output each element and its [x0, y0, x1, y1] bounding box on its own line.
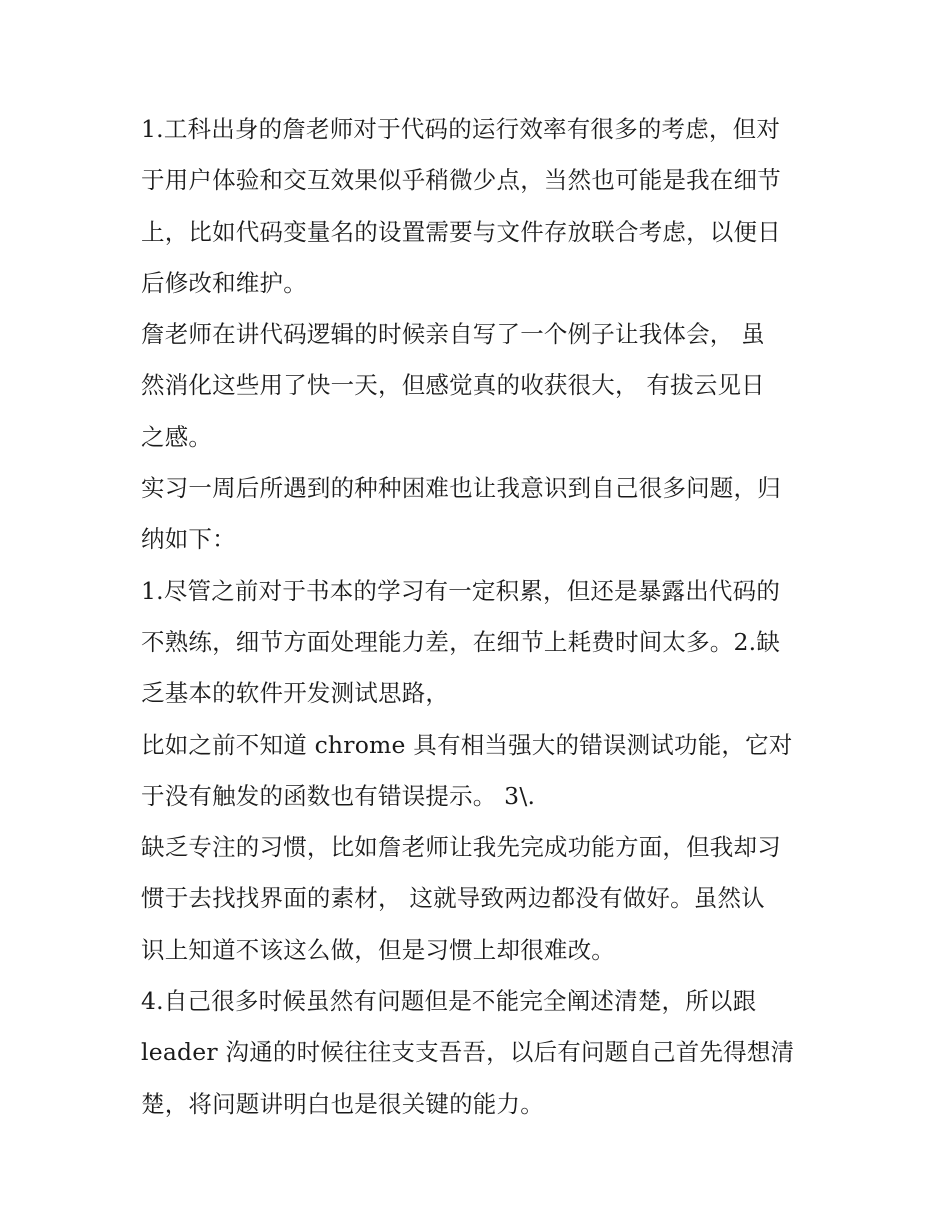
- text-line-18: 4.自己很多时候虽然有问题但是不能完全阐述清楚，所以跟: [141, 987, 757, 1016]
- text-line-1: 1.工科出身的詹老师对于代码的运行效率有很多的考虑，但对: [141, 115, 781, 143]
- text-line-16: 惯于去找找界面的素材， 这就导致两边都没有做好。虽然认: [141, 884, 765, 913]
- text-line-5: 詹老师在讲代码逻辑的时候亲自写了一个例子让我体会， 虽: [141, 320, 765, 349]
- text-line-11: 不熟练，细节方面处理能力差，在细节上耗费时间太多。2.缺: [141, 627, 781, 656]
- text-line-2: 于用户体验和交互效果似乎稍微少点，当然也可能是我在细节: [141, 166, 781, 195]
- text-line-4: 后修改和维护。: [141, 268, 307, 297]
- text-line-20: 楚，将问题讲明白也是很关键的能力。: [141, 1089, 544, 1118]
- text-line-3: 上，比如代码变量名的设置需要与文件存放联合考虑，以便日: [141, 217, 781, 246]
- text-line-12: 乏基本的软件开发测试思路，: [141, 679, 450, 708]
- text-line-9: 纳如下：: [141, 525, 236, 554]
- text-line-6: 然消化这些用了快一天，但感觉真的收获很大， 有拔云见日: [141, 371, 765, 400]
- text-line-13: 比如之前不知道 chrome 具有相当强大的错误测试功能，它对: [141, 730, 793, 759]
- text-line-10: 1.尽管之前对于书本的学习有一定积累，但还是暴露出代码的: [141, 576, 781, 605]
- text-line-15: 缺乏专注的习惯，比如詹老师让我先完成功能方面，但我却习: [141, 833, 781, 862]
- text-line-14: 于没有触发的函数也有错误提示。 3\.: [141, 781, 536, 810]
- text-line-8: 实习一周后所遇到的种种困难也让我意识到自己很多问题，归: [141, 474, 781, 503]
- text-line-17: 识上知道不该这么做，但是习惯上却很难改。: [141, 935, 615, 964]
- document-body: [141, 104, 831, 1130]
- text-line-7: 之感。: [141, 422, 213, 451]
- text-line-19: leader 沟通的时候往往支支吾吾，以后有问题自己首先得想清: [141, 1038, 795, 1067]
